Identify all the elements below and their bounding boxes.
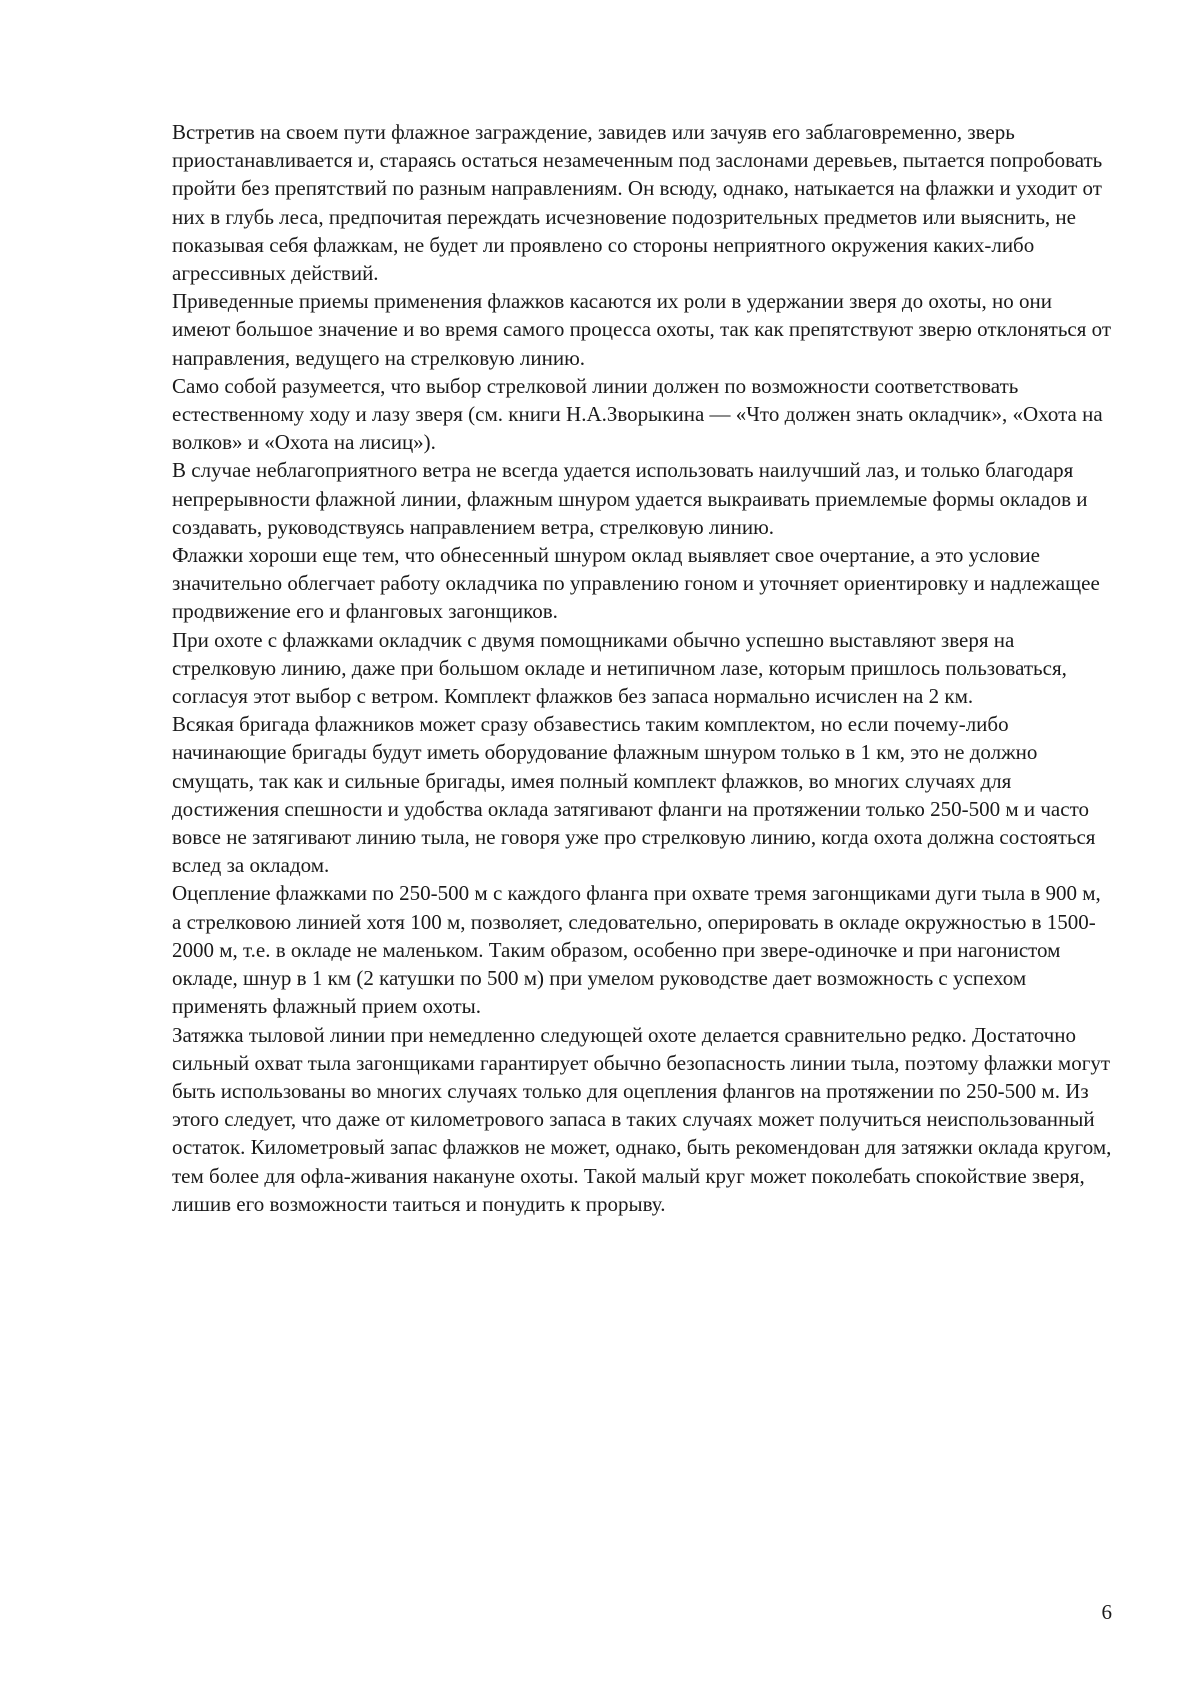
paragraph: Само собой разумеется, что выбор стрелковой линии должен по возможности соответствовать естественному ходу и лазу зверя (см. книги Н.А.Зворыкина — «Что должен знать окладчик», «Охота на волков» и «Охота на лисиц»).	[172, 373, 1103, 455]
paragraph: Затяжка тыловой линии при немедленно следующей охоте делается сравнительно редко. Достаточно сильный охват тыла загонщиками гарантирует обычно безопасность линии тыла, поэтому флажки могут быть использованы во многих случаях только для оцепления флангов на протяжении по 250-500 м. Из этого следует, что даже от километрового запаса в таких случаях может получиться неиспользованный остаток. Километровый запас флажков не может, однако, быть рекомендован для затяжки оклада кругом, тем более для офла-живания накануне охоты. Такой малый круг может поколебать спокойствие зверя, лишив его возможности таиться и понудить к прорыву.	[172, 1022, 1112, 1216]
paragraph: В случае неблагоприятного ветра не всегда удается использовать наилучший лаз, и только благодаря непрерывности флажной линии, флажным шнуром удается выкраивать приемлемые формы окладов и создавать, руководствуясь направлением ветра, стрелковую линию.	[172, 458, 1088, 539]
text-body	[172, 118, 1112, 1218]
page-number: 6	[1101, 1600, 1112, 1624]
paragraph: Флажки хороши еще тем, что обнесенный шнуром оклад выявляет свое очертание, а это условие значительно облегчает работу окладчика по управлению гоном и уточняет ориентировку и надлежащее продвижение его и фланговых загонщиков.	[172, 543, 1100, 624]
paragraph: Оцепление флажками по 250-500 м с каждого фланга при охвате тремя загонщиками дуги тыла в 900 м, а стрелковою линией хотя 100 м, позволяет, следовательно, оперировать в окладе окружностью в 1500-2000 м, т.е. в окладе не маленьком. Таким образом, особенно при звере-одиночке и при нагонистом окладе, шнур в 1 км (2 катушки по 500 м) при умелом руководстве дает возможность с успехом применять флажный прием охоты.	[172, 881, 1101, 1019]
paragraph: При охоте с флажками окладчик с двумя помощниками обычно успешно выставляют зверя на стрелковую линию, даже при большом окладе и нетипичном лазе, которым пришлось пользоваться, согласуя этот выбор с ветром. Комплект флажков без запаса нормально исчислен на 2 км.	[172, 627, 1067, 709]
paragraph: Всякая бригада флажников может сразу обзавестись таким комплектом, но если почему-либо начинающие бригады будут иметь оборудование флажным шнуром только в 1 км, это не должно смущать, так как и сильные бригады, имея полный комплект флажков, во многих случаях для достижения спешности и удобства оклада затягивают фланги на протяжении только 250-500 м и часто вовсе не затягивают линию тыла, не говоря уже про стрелковую линию, когда охота должна состояться вслед за окладом.	[172, 712, 1096, 878]
paragraph: Встретив на своем пути флажное заграждение, завидев или зачуяв его заблаговременно, зверь приостанавливается и, стараясь остаться незамеченным под заслонами деревьев, пытается попробовать пройти без препятствий по разным направлениям. Он всюду, однако, натыкается на флажки и уходит от них в глубь леса, предпочитая переждать исчезновение подозрительных предметов или выяснить, не показывая себя флажкам, не будет ли проявлено со стороны неприятного окружения каких-либо агрессивных действий.	[172, 120, 1103, 286]
paragraph: Приведенные приемы применения флажков касаются их роли в удержании зверя до охоты, но они имеют большое значение и во время самого процесса охоты, так как препятствуют зверю отклоняться от направления, ведущего на стрелковую линию.	[172, 289, 1112, 370]
